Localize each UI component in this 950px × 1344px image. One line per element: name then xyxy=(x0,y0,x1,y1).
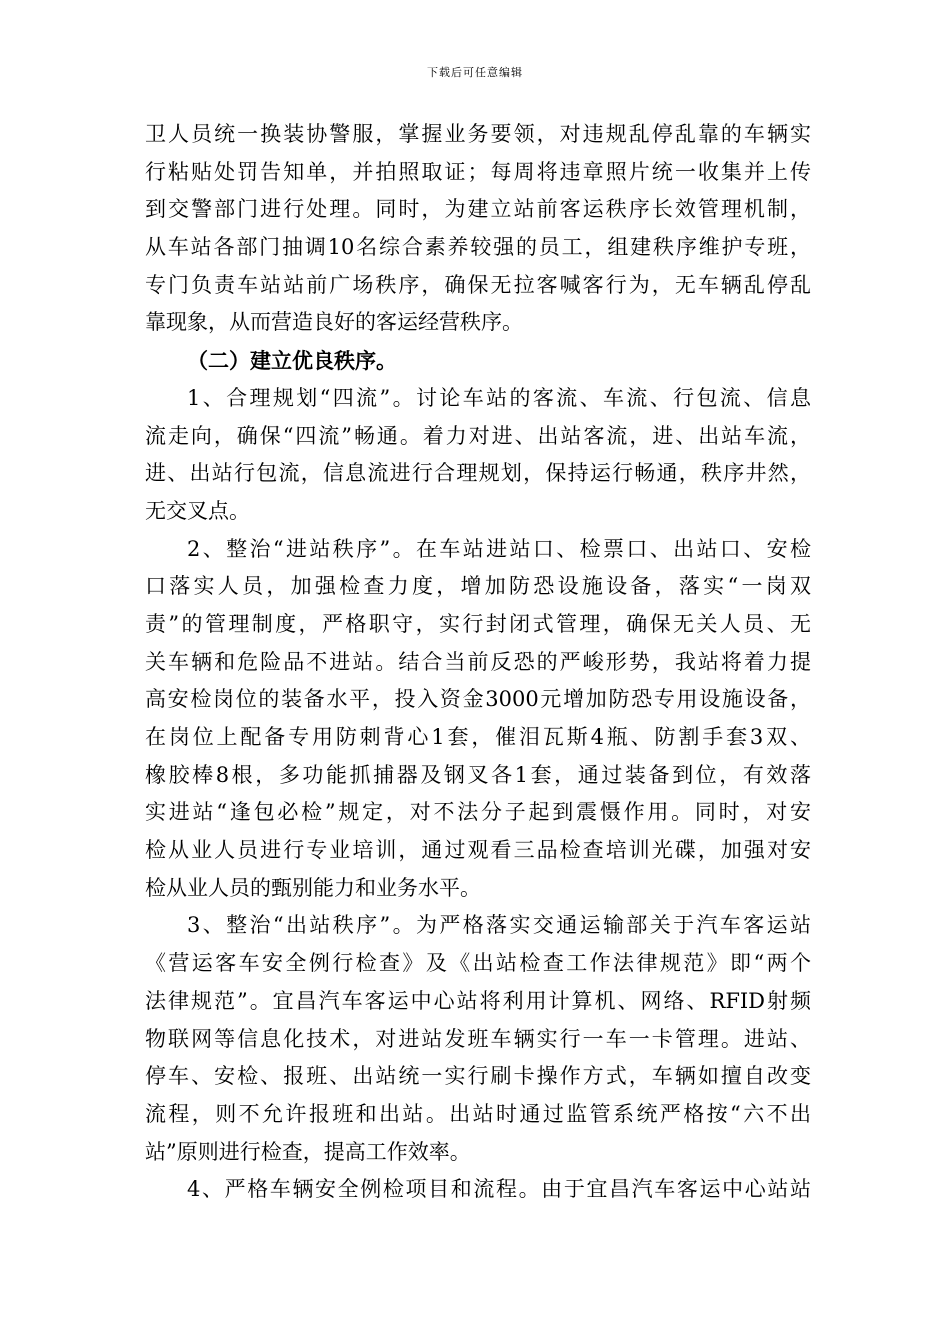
body-line: 到交警部门进行处理。同时，为建立站前客运秩序长效管理机制， xyxy=(145,197,811,222)
body-line: 停车、安检、报班、出站统一实行刷卡操作方式，车辆如擅自改变 xyxy=(145,1064,811,1089)
document-body xyxy=(145,116,811,1209)
body-line: 法律规范”。宜昌汽车客运中心站将利用计算机、网络、RFID射频 xyxy=(145,988,811,1013)
body-line: 关车辆和危险品不进站。结合当前反恐的严峻形势，我站将着力提 xyxy=(145,649,811,674)
paragraph-first-line: 1、合理规划“四流”。讨论车站的客流、车流、行包流、信息 xyxy=(187,385,811,410)
section-heading: （二）建立优良秩序。 xyxy=(187,348,397,374)
body-line: 在岗位上配备专用防刺背心1套，催泪瓦斯4瓶、防割手套3双、 xyxy=(145,725,811,749)
body-line: 从车站各部门抽调10名综合素养较强的员工，组建秩序维护专班， xyxy=(145,235,811,260)
body-line: 流走向，确保“四流”畅通。着力对进、出站客流，进、出站车流， xyxy=(145,423,811,448)
body-line: 检从业人员进行专业培训，通过观看三品检查培训光碟，加强对安 xyxy=(145,838,811,863)
paragraph-first-line: 3、整治“出站秩序”。为严格落实交通运输部关于汽车客运站 xyxy=(187,913,811,938)
body-line: 高安检岗位的装备水平，投入资金3000元增加防恐专用设施设备， xyxy=(145,687,811,712)
body-line: 物联网等信息化技术，对进站发班车辆实行一车一卡管理。进站、 xyxy=(145,1026,811,1051)
body-line: 口落实人员，加强检查力度，增加防恐设施设备，落实“一岗双 xyxy=(145,574,811,599)
body-line: 橡胶棒8根，多功能抓捕器及钢叉各1套，通过装备到位，有效落 xyxy=(145,762,811,787)
paragraph-first-line: 2、整治“进站秩序”。在车站进站口、检票口、出站口、安检 xyxy=(187,536,811,561)
body-line: 行粘贴处罚告知单，并拍照取证；每周将违章照片统一收集并上传 xyxy=(145,159,811,184)
body-line: 专门负责车站站前广场秩序，确保无拉客喊客行为，无车辆乱停乱 xyxy=(145,272,811,297)
body-line: 无交叉点。 xyxy=(145,498,250,523)
paragraph-first-line: 4、严格车辆安全例检项目和流程。由于宜昌汽车客运中心站站 xyxy=(187,1177,811,1202)
body-line: 靠现象，从而营造良好的客运经营秩序。 xyxy=(145,310,523,335)
body-line: 站”原则进行检查，提高工作效率。 xyxy=(145,1139,471,1164)
body-line: 检从业人员的甄别能力和业务水平。 xyxy=(145,875,481,900)
body-line: 《营运客车安全例行检查》及《出站检查工作法律规范》即“两个 xyxy=(145,951,811,976)
body-line: 流程，则不允许报班和出站。出站时通过监管系统严格按“六不出 xyxy=(145,1101,811,1126)
body-line: 实进站“逢包必检”规定，对不法分子起到震慑作用。同时，对安 xyxy=(145,800,811,825)
body-line: 进、出站行包流，信息流进行合理规划，保持运行畅通，秩序井然， xyxy=(145,461,811,486)
body-line: 卫人员统一换装协警服，掌握业务要领，对违规乱停乱靠的车辆实 xyxy=(145,122,811,146)
page-header-note: 下载后可任意编辑 xyxy=(427,66,523,79)
body-line: 责”的管理制度，严格职守，实行封闭式管理，确保无关人员、无 xyxy=(145,611,811,636)
